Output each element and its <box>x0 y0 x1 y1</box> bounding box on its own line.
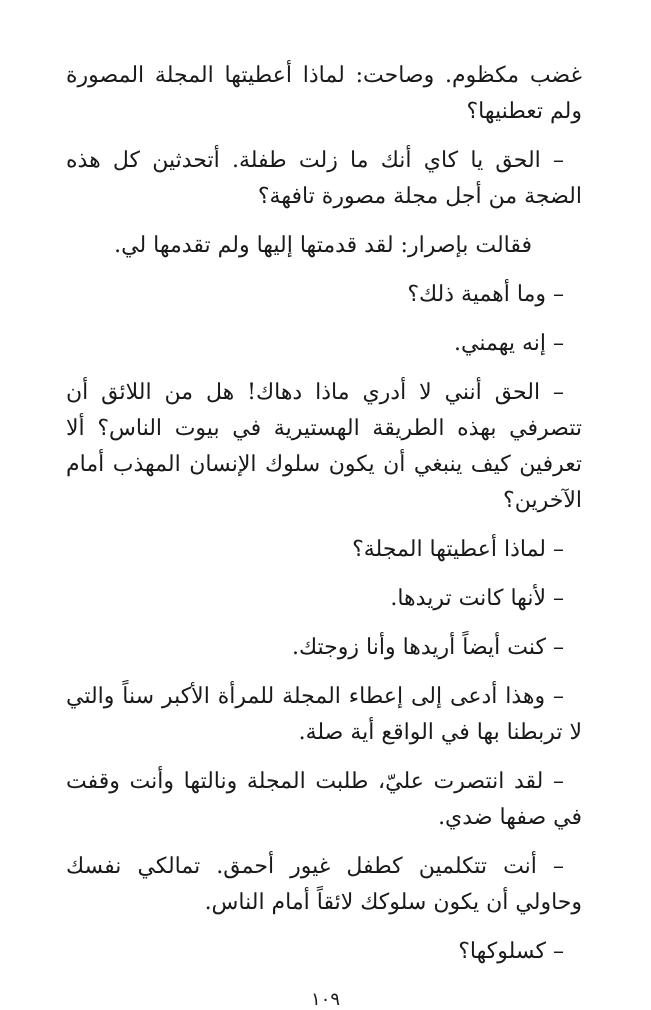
paragraph-10: – وهذا أدعى إلى إعطاء المجلة للمرأة الأكبر سناً والتي لا تربطنا بها في الواقع أية صلة. <box>66 684 582 745</box>
paragraph-13: – كسلوكها؟ <box>458 939 564 964</box>
paragraph-7: – لماذا أعطيتها المجلة؟ <box>352 537 564 562</box>
paragraph-1: غضب مكظوم. وصاحت: لماذا أعطيتها المجلة المصورة ولم تعطنيها؟ <box>66 63 582 124</box>
paragraph-4: – وما أهمية ذلك؟ <box>407 282 564 307</box>
page-number: ١٠٩ <box>310 989 340 1010</box>
paragraph-2: – الحق يا كاي أنك ما زلت طفلة. أتحدثين كل هذه الضجة من أجل مجلة مصورة تافهة؟ <box>66 148 582 209</box>
paragraph-5: – إنه يهمني. <box>454 331 564 356</box>
paragraph-11: – لقد انتصرت عليّ، طلبت المجلة ونالتها وأنت وقفت في صفها ضدي. <box>66 769 582 830</box>
paragraph-6: – الحق أنني لا أدري ماذا دهاك! هل من اللائق أن تتصرفي بهذه الطريقة الهستيرية في بيوت الناس؟ ألا تعرفين كيف ينبغي أن يكون سلوك الإنسان المهذب أمام الآخرين؟ <box>66 380 582 513</box>
page-body <box>66 58 582 983</box>
paragraph-12: – أنت تتكلمين كطفل غيور أحمق. تمالكي نفسك وحاولي أن يكون سلوكك لائقاً أمام الناس. <box>66 854 582 915</box>
paragraph-3: فقالت بإصرار: لقد قدمتها إليها ولم تقدمها لي. <box>114 233 532 258</box>
paragraph-9: – كنت أيضاً أريدها وأنا زوجتك. <box>292 635 564 660</box>
paragraph-8: – لأنها كانت تريدها. <box>390 586 564 611</box>
